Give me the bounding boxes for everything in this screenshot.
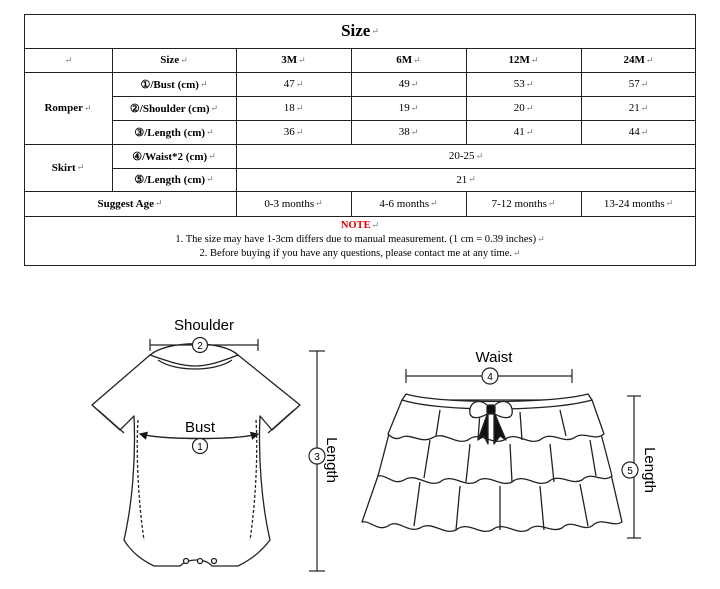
romper-length-number: 3 — [314, 452, 320, 463]
shoulder-number: 2 — [197, 341, 203, 352]
row-label-bust: ①/Bust (cm) ↵ — [140, 78, 208, 91]
table-cell: 7-12 months ↵ — [491, 197, 556, 210]
table-cell: 36 ↵ — [283, 126, 304, 138]
table-cell: 20 ↵ — [513, 102, 534, 114]
note-heading: NOTE↵ — [340, 220, 380, 231]
romper-illustration — [92, 344, 300, 566]
header-size: Size ↵ — [160, 54, 188, 66]
waist-label: Waist — [475, 349, 513, 366]
skirt-group-label: Skirt ↵ — [51, 161, 85, 174]
table-cell: 4-6 months ↵ — [379, 197, 438, 210]
table-cell: 44 ↵ — [628, 126, 649, 138]
table-cell: 41 ↵ — [513, 126, 534, 138]
table-cell: 20-25 ↵ — [448, 150, 484, 162]
note-line-1: 1. The size may have 1-3cm differs due to manual measurement. (1 cm = 0.39 inches)↵ — [175, 234, 545, 245]
header-3m: 3M ↵ — [281, 54, 306, 66]
romper-group-label: Romper ↵ — [44, 102, 92, 114]
suggest-age-label: Suggest Age ↵ — [97, 197, 163, 210]
bust-number: 1 — [197, 442, 203, 453]
table-cell: 18 ↵ — [283, 102, 304, 114]
table-cell: 19 ↵ — [398, 102, 419, 114]
table-cell: 49 ↵ — [398, 78, 419, 90]
table-cell: 57 ↵ — [628, 78, 649, 90]
size-table — [24, 14, 696, 266]
header-12m: 12M ↵ — [508, 54, 539, 66]
header-24m: 24M ↵ — [623, 54, 654, 66]
table-cell: 13-24 months ↵ — [603, 197, 674, 210]
shoulder-label: Shoulder — [173, 317, 235, 334]
note-line-2: 2. Before buying if you have any questions, please contact me at any time.↵ — [199, 248, 521, 259]
table-cell: 0-3 months ↵ — [264, 197, 323, 210]
table-cell: 47 ↵ — [283, 78, 304, 90]
row-label-skirt-length: ⑤/Length (cm) ↵ — [134, 174, 214, 186]
row-label-waist: ④/Waist*2 (cm) ↵ — [132, 150, 216, 163]
skirt-length-number: 5 — [627, 466, 633, 477]
row-label-length: ③/Length (cm) ↵ — [134, 126, 214, 139]
corner-cell: ↵ — [64, 54, 73, 65]
romper-length-label: Length — [323, 437, 340, 483]
waist-number: 4 — [487, 372, 493, 383]
table-title: Size ↵ — [341, 21, 379, 40]
table-cell: 53 ↵ — [513, 78, 534, 90]
bust-label: Bust — [184, 419, 216, 436]
measurement-diagrams — [0, 290, 720, 589]
table-cell: 21 ↵ — [456, 173, 476, 186]
table-cell: 21 ↵ — [628, 102, 649, 114]
header-6m: 6M ↵ — [396, 54, 421, 66]
table-cell: 38 ↵ — [398, 126, 419, 138]
row-label-shoulder: ②/Shoulder (cm) ↵ — [129, 102, 219, 115]
skirt-length-label: Length — [641, 447, 658, 493]
